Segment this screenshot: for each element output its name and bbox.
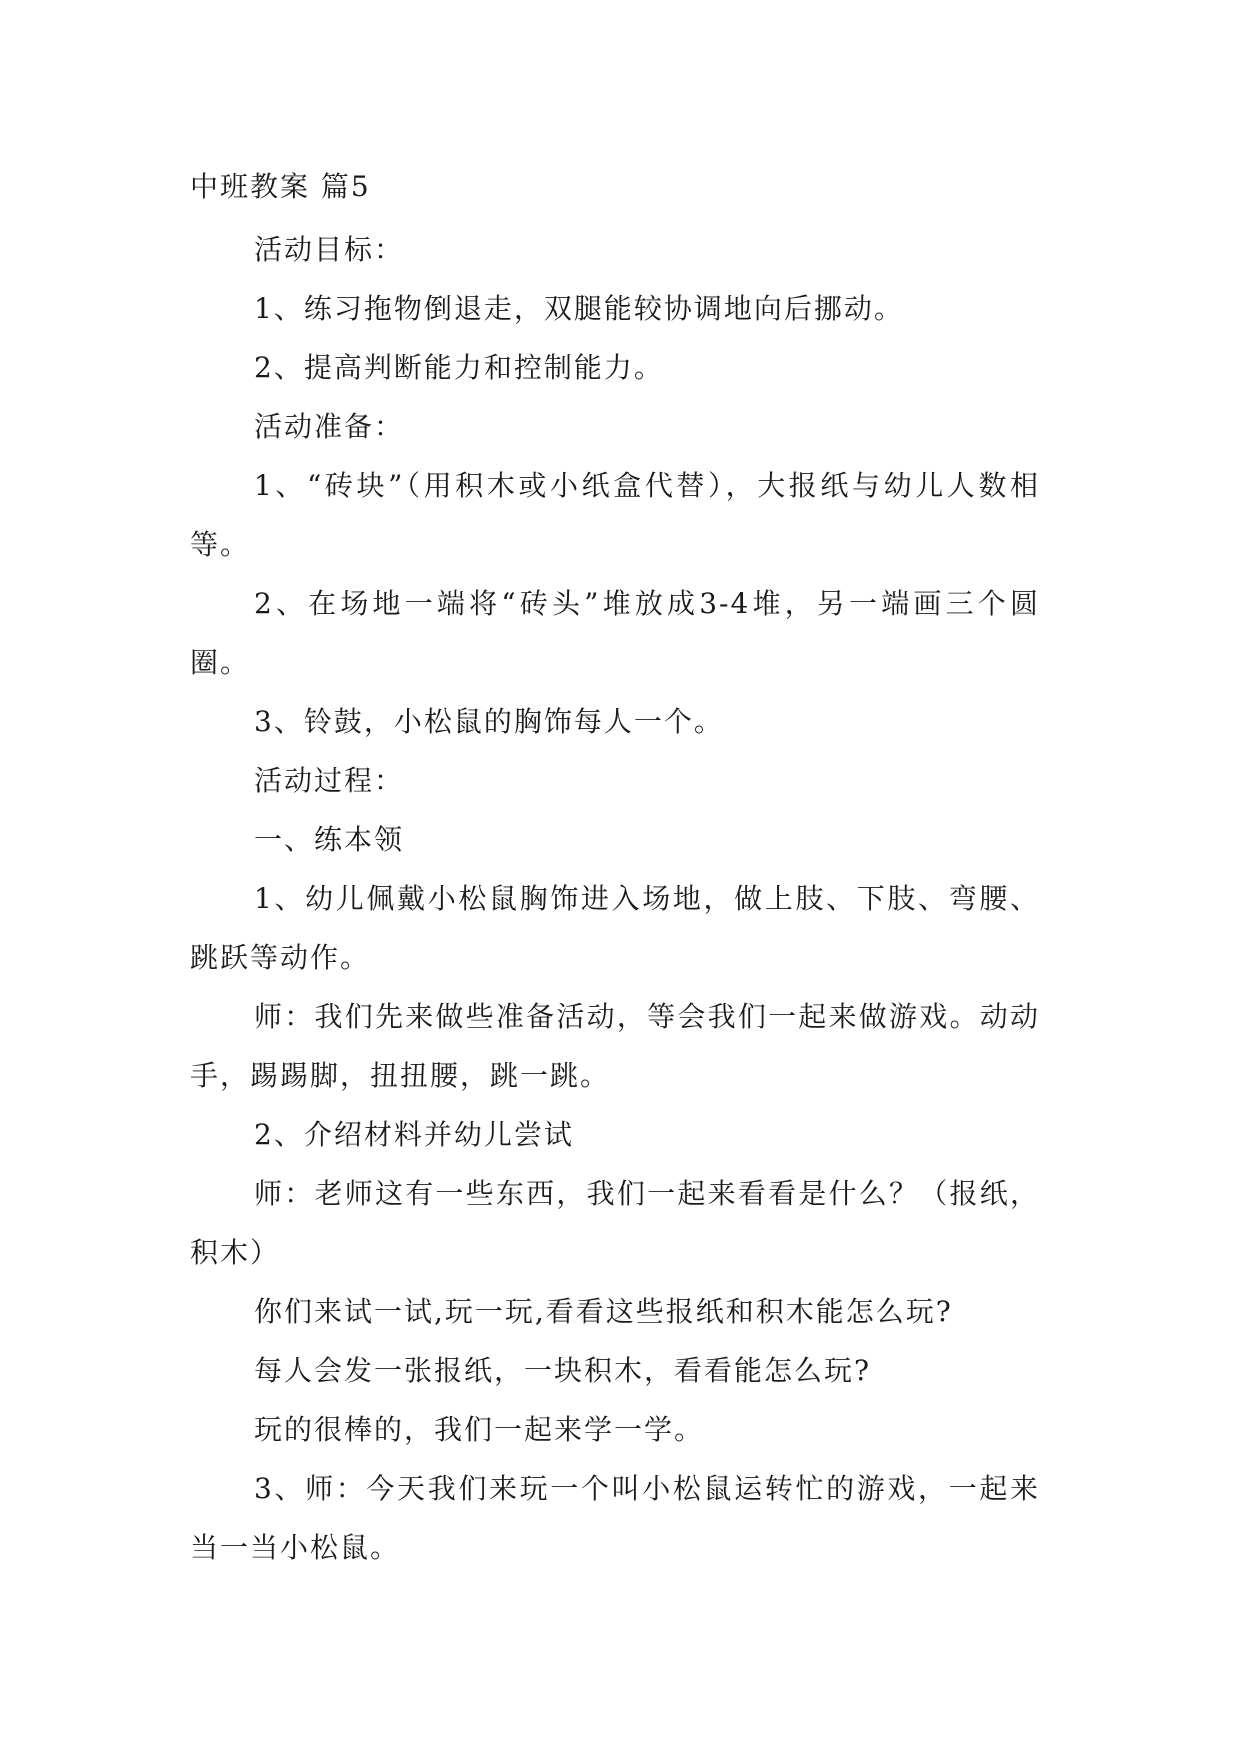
- document-title: 中班教案 篇5: [190, 170, 371, 203]
- paragraph-praise: 玩的很棒的，我们一起来学一学。: [254, 1413, 705, 1446]
- paragraph-goal-1: 1、练习拖物倒退走，双腿能较协调地向后挪动。: [254, 292, 904, 325]
- paragraph-preparation-1: 1、“砖块”（用积木或小纸盒代替），大报纸与幼儿人数相等。: [190, 469, 1040, 561]
- paragraph-step-2: 2、介绍材料并幼儿尝试: [254, 1118, 574, 1151]
- document-body: [190, 220, 1040, 1577]
- paragraph-step-1: 1、幼儿佩戴小松鼠胸饰进入场地，做上肢、下肢、弯腰、跳跃等动作。: [190, 882, 1040, 974]
- paragraph-teacher-warmup: 师：我们先来做些准备活动，等会我们一起来做游戏。动动手，踢踢脚，扭扭腰，跳一跳。: [190, 1000, 1040, 1092]
- paragraph-preparation-2: 2、在场地一端将“砖头”堆放成3-4堆，另一端画三个圆圈。: [190, 587, 1040, 679]
- paragraph-goals-heading: 活动目标：: [254, 233, 405, 266]
- paragraph-section-1-heading: 一、练本领: [254, 823, 405, 856]
- paragraph-process-heading: 活动过程：: [254, 764, 405, 797]
- paragraph-teacher-materials: 师：老师这有一些东西，我们一起来看看是什么？（报纸，积木）: [190, 1177, 1040, 1269]
- paragraph-preparation-3: 3、铃鼓，小松鼠的胸饰每人一个。: [254, 705, 724, 738]
- paragraph-preparation-heading: 活动准备：: [254, 410, 405, 443]
- paragraph-goal-2: 2、提高判断能力和控制能力。: [254, 351, 664, 384]
- paragraph-distribute: 每人会发一张报纸，一块积木，看看能怎么玩?: [254, 1354, 872, 1387]
- paragraph-try-play: 你们来试一试,玩一玩,看看这些报纸和积木能怎么玩?: [254, 1295, 953, 1328]
- paragraph-step-3: 3、师：今天我们来玩一个叫小松鼠运转忙的游戏，一起来当一当小松鼠。: [190, 1472, 1040, 1564]
